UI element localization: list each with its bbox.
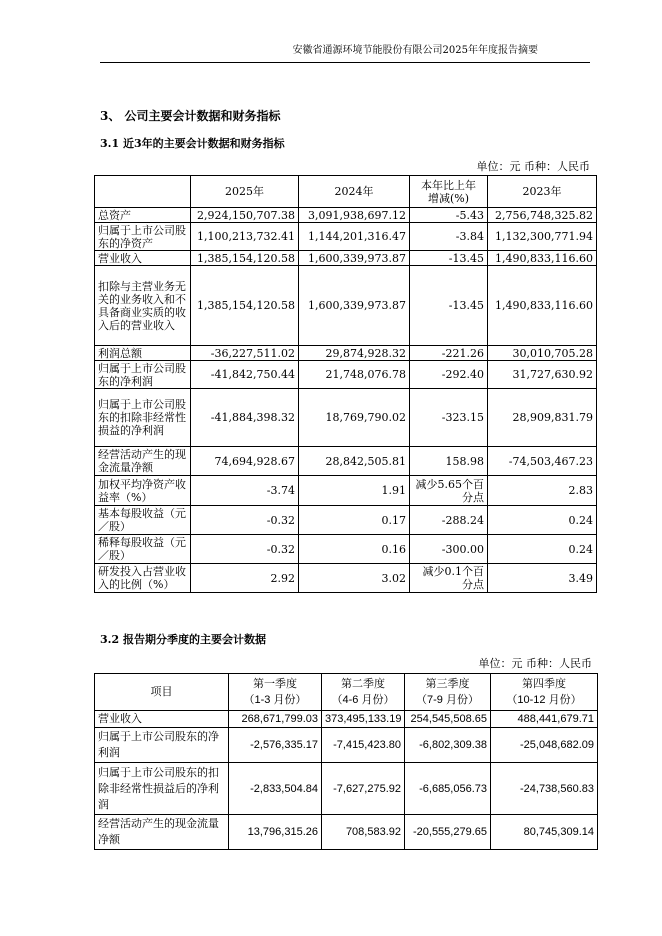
value-q4: -24,738,560.83 (491, 763, 598, 815)
value-change: 减少0.1个百分点 (410, 564, 488, 593)
table-row (95, 251, 597, 266)
value-q2: 373,495,133.19 (322, 711, 405, 728)
row-label: 归属于上市公司股东的净利润 (95, 728, 229, 763)
value-2024: 21,748,076.78 (299, 361, 410, 389)
page-header: 安徽省通源环境节能股份有限公司2025年年度报告摘要 (292, 45, 538, 56)
value-2023: 0.24 (488, 506, 597, 535)
value-2025: -41,842,750.44 (191, 361, 299, 389)
row-label: 归属于上市公司股东的扣除非经常性损益后的净利润 (95, 763, 229, 815)
unit-line-1: 单位：元 币种：人民币 (476, 160, 590, 173)
value-q1: 13,796,315.26 (229, 815, 322, 850)
value-2024: 3.02 (299, 564, 410, 593)
q-header-q4: 第四季度 （10-12 月份） (491, 674, 598, 711)
value-2024: 18,769,790.02 (299, 389, 410, 447)
unit-line-2: 单位：元 币种：人民币 (478, 657, 592, 670)
row-label: 总资产 (95, 208, 191, 223)
table-row (95, 346, 597, 361)
section-3-2-title: 3.2 报告期分季度的主要会计数据 (100, 633, 266, 646)
value-q2: -7,415,423.80 (322, 728, 405, 763)
value-2024: 3,091,938,697.12 (299, 208, 410, 223)
value-2023: 28,909,831.79 (488, 389, 597, 447)
value-q3: -6,802,309.38 (405, 728, 491, 763)
row-label: 研发投入占营业收入的比例（%） (95, 564, 191, 593)
value-2024: 1,144,201,316.47 (299, 223, 410, 251)
table-row (95, 815, 598, 850)
value-2025: -0.32 (191, 535, 299, 564)
value-q4: 488,441,679.71 (491, 711, 598, 728)
value-2024: 1,600,339,973.87 (299, 251, 410, 266)
table-row (95, 389, 597, 447)
value-2025: -41,884,398.32 (191, 389, 299, 447)
value-2025: 1,100,213,732.41 (191, 223, 299, 251)
value-2023: 1,490,833,116.60 (488, 251, 597, 266)
value-q3: 254,545,508.65 (405, 711, 491, 728)
row-label: 基本每股收益（元／股） (95, 506, 191, 535)
value-2024: 0.16 (299, 535, 410, 564)
value-q3: -6,685,056.73 (405, 763, 491, 815)
value-q2: -7,627,275.92 (322, 763, 405, 815)
table-row (95, 564, 597, 593)
row-label: 经营活动产生的现金流量净额 (95, 447, 191, 476)
row-label: 营业收入 (95, 711, 229, 728)
value-change: -288.24 (410, 506, 488, 535)
table-row (95, 711, 598, 728)
table-row (95, 447, 597, 476)
q-header-q3: 第三季度 （7-9 月份） (405, 674, 491, 711)
value-change: -300.00 (410, 535, 488, 564)
value-change: -5.43 (410, 208, 488, 223)
quarterly-data-table (94, 673, 598, 850)
table-header-row (95, 176, 597, 208)
header-2024: 2024年 (299, 176, 410, 208)
header-divider (100, 62, 590, 63)
header-2025: 2025年 (191, 176, 299, 208)
value-q2: 708,583.92 (322, 815, 405, 850)
value-2025: 74,694,928.67 (191, 447, 299, 476)
quarterly-header-row (95, 674, 598, 711)
value-2023: -74,503,467.23 (488, 447, 597, 476)
value-q4: 80,745,309.14 (491, 815, 598, 850)
q-header-q1: 第一季度 （1-3 月份） (229, 674, 322, 711)
value-change: -292.40 (410, 361, 488, 389)
value-2024: 0.17 (299, 506, 410, 535)
value-2025: 1,385,154,120.58 (191, 266, 299, 346)
header-2023: 2023年 (488, 176, 597, 208)
row-label: 稀释每股收益（元／股） (95, 535, 191, 564)
value-2025: -0.32 (191, 506, 299, 535)
value-change: -3.84 (410, 223, 488, 251)
value-2024: 1.91 (299, 476, 410, 506)
value-2025: 1,385,154,120.58 (191, 251, 299, 266)
value-change: 减少5.65个百分点 (410, 476, 488, 506)
table-row (95, 361, 597, 389)
value-q1: -2,576,335.17 (229, 728, 322, 763)
value-q4: -25,048,682.09 (491, 728, 598, 763)
value-2023: 2.83 (488, 476, 597, 506)
q-header-q2: 第二季度 （4-6 月份） (322, 674, 405, 711)
value-2023: 30,010,705.28 (488, 346, 597, 361)
value-change: -323.15 (410, 389, 488, 447)
value-change: -13.45 (410, 266, 488, 346)
row-label: 经营活动产生的现金流量净额 (95, 815, 229, 850)
value-q3: -20,555,279.65 (405, 815, 491, 850)
table-row (95, 535, 597, 564)
value-q1: -2,833,504.84 (229, 763, 322, 815)
table-row (95, 208, 597, 223)
value-2024: 1,600,339,973.87 (299, 266, 410, 346)
value-2023: 1,132,300,771.94 (488, 223, 597, 251)
value-2023: 0.24 (488, 535, 597, 564)
value-change: 158.98 (410, 447, 488, 476)
value-2025: 2,924,150,707.38 (191, 208, 299, 223)
table-row (95, 728, 598, 763)
header-empty (95, 176, 191, 208)
row-label: 营业收入 (95, 251, 191, 266)
table-row (95, 223, 597, 251)
table-row (95, 763, 598, 815)
value-change: -221.26 (410, 346, 488, 361)
header-change: 本年比上年 增减(%) (410, 176, 488, 208)
row-label: 归属于上市公司股东的扣除非经常性损益的净利润 (95, 389, 191, 447)
row-label: 扣除与主营业务无关的业务收入和不具备商业实质的收入后的营业收入 (95, 266, 191, 346)
row-label: 归属于上市公司股东的净资产 (95, 223, 191, 251)
value-2023: 31,727,630.92 (488, 361, 597, 389)
value-2023: 3.49 (488, 564, 597, 593)
row-label: 加权平均净资产收益率（%） (95, 476, 191, 506)
table-row (95, 266, 597, 346)
value-2025: -3.74 (191, 476, 299, 506)
q-header-item: 项目 (95, 674, 229, 711)
value-2025: 2.92 (191, 564, 299, 593)
value-2023: 1,490,833,116.60 (488, 266, 597, 346)
value-change: -13.45 (410, 251, 488, 266)
section-3-title: 3、 公司主要会计数据和财务指标 (100, 109, 281, 123)
value-2024: 29,874,928.32 (299, 346, 410, 361)
row-label: 利润总额 (95, 346, 191, 361)
value-2023: 2,756,748,325.82 (488, 208, 597, 223)
table-row (95, 506, 597, 535)
value-q1: 268,671,799.03 (229, 711, 322, 728)
row-label: 归属于上市公司股东的净利润 (95, 361, 191, 389)
financial-data-table (94, 175, 597, 593)
table-row (95, 476, 597, 506)
section-3-1-title: 3.1 近3年的主要会计数据和财务指标 (100, 137, 285, 150)
value-2024: 28,842,505.81 (299, 447, 410, 476)
value-2025: -36,227,511.02 (191, 346, 299, 361)
